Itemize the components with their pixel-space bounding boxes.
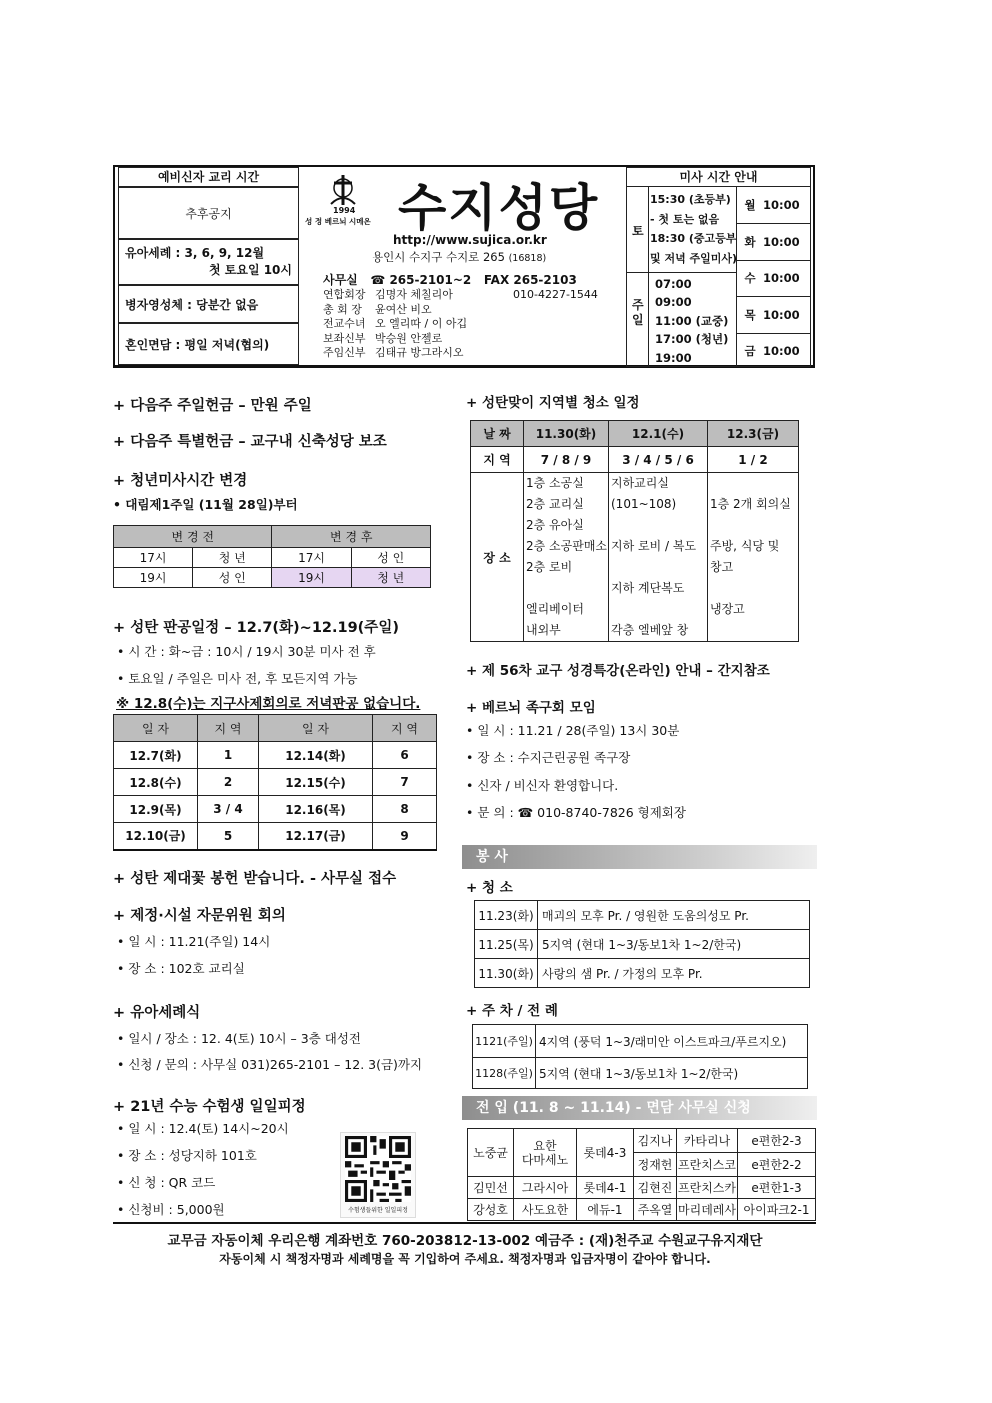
logo-caption: 성 정 베르뇌 시메온	[305, 217, 371, 226]
parish-logo	[328, 174, 358, 206]
change-before-header: 변 경 전	[114, 526, 272, 548]
sun-times: 07:00 09:00 11:00 (교중) 17:00 (청년) 19:00	[655, 277, 729, 365]
parish-name: 수지성당	[398, 179, 600, 237]
logo-year: 1994	[333, 206, 356, 215]
baptism-bullet-date: • 일시 / 장소 : 12. 4(토) 10시 – 3층 대성전	[117, 1031, 361, 1046]
staff-row: 보좌신부 박승원 안젤로	[323, 331, 443, 345]
table-row: 12.10(금) 5 12.17(금) 9	[114, 823, 437, 850]
table-row: 11.23(화) 매괴의 모후 Pr. / 영원한 도움의성모 Pr.	[475, 901, 810, 930]
cleaning-places-col1: 1층 소공실 2층 교리실 2층 유아실 2층 소공판매소 2층 로비 엘리베이터 내외부	[524, 473, 609, 642]
address-text: 용인시 수지구 수지로 265	[372, 250, 505, 264]
special-offering-notice: + 다음주 특별헌금 – 교구내 신축성당 보조	[113, 434, 387, 450]
youth-mass-bullet: • 대림제1주일 (11월 28일)부터	[113, 497, 298, 512]
bible-lecture-notice: + 제 56차 교구 성경특강(온라인) 안내 – 간지참조	[466, 663, 770, 679]
catechumen-note: 추후공지	[118, 187, 299, 239]
flowers-notice: + 성탄 제대꽃 봉헌 받습니다. - 사무실 접수	[113, 871, 397, 887]
staff-list	[323, 288, 598, 361]
offering-notice: + 다음주 주일헌금 – 만원 주일	[113, 398, 312, 414]
postcode: (16818)	[508, 253, 547, 264]
table-row: 12.9(목) 3 / 4 12.16(목) 8	[114, 796, 437, 823]
fax: FAX 265-2103	[483, 273, 577, 287]
retreat-bullet-place: • 장 소 : 성당지하 101호	[117, 1148, 257, 1163]
confession-bullet-time: • 시 간 : 화~금 : 10시 / 19시 30분 미사 전 후	[117, 644, 376, 659]
table-row: 강성호 사도요한 에듀-1 주옥열 마리데레사 아이파크2-1	[468, 1199, 816, 1221]
cross-icon	[328, 174, 358, 206]
sat-label: 토	[632, 224, 644, 238]
table-row: 11.30(화) 사랑의 샘 Pr. / 가정의 모후 Pr.	[475, 959, 810, 988]
retreat-bullet-date: • 일 시 : 12.4(토) 14시~20시	[117, 1121, 289, 1136]
mass-title: 미사 시간 안내	[626, 167, 811, 187]
retreat-bullet-fee: • 신청비 : 5,000원	[117, 1202, 225, 1217]
weekday-row: 수 10:00	[737, 261, 811, 297]
confession-title: + 성탄 판공일정 – 12.7(화)~12.19(주일)	[113, 620, 399, 636]
qr-code-icon	[345, 1136, 411, 1202]
weekday-masses	[737, 187, 811, 369]
table-row: 12.7(화) 1 12.14(화) 6	[114, 742, 437, 769]
table-row: 정재헌 프란치스코 e편한2-2	[468, 1153, 816, 1177]
footer-rule	[113, 1222, 816, 1224]
baptism-bullet-apply: • 신청 / 문의 : 사무실 031)265-2101 – 12. 3(금)까지	[117, 1057, 423, 1072]
infant-baptism-line2: 첫 토요일 10시	[208, 263, 292, 277]
parking-table	[472, 1024, 808, 1089]
staff-row: 총 회 장 윤여산 비오	[323, 302, 432, 316]
cleaning-schedule-title: + 성탄맞이 지역별 청소 일정	[466, 395, 640, 411]
table-row: 1121(주일) 4지역 (풍덕 1~3/래미안 이스트파크/푸르지오)	[473, 1025, 808, 1058]
parking-title: + 주 차 / 전 례	[466, 1003, 558, 1019]
table-row: 1128(주일) 5지역 (현대 1~3/동보1차 1~2/한국)	[473, 1058, 808, 1089]
sick-communion: 병자영성체 : 당분간 없음	[118, 285, 299, 323]
weekday-row: 금 10:00	[744, 344, 800, 358]
youth-mass-title: + 청년미사시간 변경	[113, 473, 248, 489]
table-row: 노중균 요한 다마세노 롯데4-3 김지나 카타리나 e편한2-3	[468, 1129, 816, 1153]
football-bullet-contact: • 문 의 : ☎ 010-8740-7826 형제회장	[466, 805, 686, 820]
staff-row: 연합회장 김명자 체칠리아 010-4227-1544	[323, 288, 598, 301]
cleaning-schedule-table: 날 짜 11.30(화) 12.1(수) 12.3(금) 지 역 7 / 8 / 9 3 / 4 / 5 / 6 1 / 2 장 소 1층 소공실 2층 교리실 2층 유아실 2층 소공판매소 2층 로비 엘리베이터 내외부 지하교리실 (101~108) 지하 로비 / 복도 지하 계단복도 각층 엘베앞 창 1층 2개 회의실 주방, 식당 및 창고 냉장고	[470, 420, 799, 642]
committee-title: + 제정·시설 자문위원 회의	[113, 908, 286, 924]
football-bullet-welcome: • 신자 / 비신자 환영합니다.	[466, 778, 619, 793]
marriage-interview: 혼인면담 : 평일 저녁(협의)	[118, 323, 299, 365]
weekday-row: 화 10:00	[737, 224, 811, 261]
table-row: 12.8(수) 2 12.15(수) 7	[114, 769, 437, 796]
staff-row: 전교수녀 오 엘리따 / 이 아깁	[323, 317, 468, 331]
address	[372, 249, 546, 265]
confession-bullet-weekend: • 토요일 / 주일은 미사 전, 후 모든지역 가능	[117, 671, 358, 686]
office-label: 사무실	[323, 273, 358, 287]
newcomer-table	[467, 1128, 816, 1221]
football-bullet-date: • 일 시 : 11.21 / 28(주일) 13시 30분	[466, 723, 680, 738]
cleaning-duty-title: + 청 소	[466, 880, 513, 896]
office-phone: ☎ 265-2101~2	[370, 273, 472, 287]
website[interactable]: http://www.sujica.or.kr	[393, 233, 547, 247]
newcomer-banner: 전 입 (11. 8 ~ 11.14) - 면담 사무실 신청	[462, 1096, 817, 1120]
staff-row: 주임신부 김태규 방그라시오	[323, 346, 464, 360]
service-banner: 봉 사	[462, 845, 817, 869]
cleaning-places-col3: 1층 2개 회의실 주방, 식당 및 창고 냉장고	[708, 473, 799, 642]
weekday-row: 월 10:00	[737, 187, 811, 224]
committee-bullet-place: • 장 소 : 102호 교리실	[117, 961, 245, 976]
confession-note: ※ 12.8(수)는 지구사제회의로 저녁판공 없습니다.	[116, 696, 421, 712]
infant-baptism-line1: 유아세례 : 3, 6, 9, 12월	[125, 246, 265, 260]
cleaning-duty-table	[474, 900, 810, 988]
qr-caption: 수험생들위한 일일피정	[348, 1207, 408, 1214]
baptism-title: + 유아세례식	[113, 1005, 201, 1021]
qr-code[interactable]	[340, 1132, 416, 1218]
cleaning-places-col2: 지하교리실 (101~108) 지하 로비 / 복도 지하 계단복도 각층 엘베앞 창	[609, 473, 708, 642]
office-contact	[323, 271, 577, 288]
change-after-header: 변 경 후	[272, 526, 431, 548]
football-bullet-place: • 장 소 : 수지근린공원 족구장	[466, 750, 631, 765]
mass-change-table: 변 경 전 변 경 후 17시 청 년 17시 성 인 19시 성 인 19시 청 년	[113, 525, 431, 588]
confession-schedule-table: 일 자 지 역 일 자 지 역 12.7(화) 1 12.14(화) 6 12.8(수) 2 12.15(수) 7 12.9(목) 3 / 4 12.16(목) 8 12.10(금) 5 12.17(금) 9	[113, 714, 437, 851]
table-row: 김민선 그라시아 롯데4-1 김현진 프란치스카 e편한1-3	[468, 1177, 816, 1199]
infant-baptism-info	[118, 239, 299, 285]
retreat-title: + 21년 수능 수험생 일일피정	[113, 1099, 306, 1115]
sun-label: 주일	[632, 298, 644, 327]
football-club-title: + 베르뇌 족구회 모임	[466, 700, 596, 716]
catechumen-title: 예비신자 교리 시간	[118, 167, 299, 187]
footer-bank-info: 교무금 자동이체 우리은행 계좌번호 760-203812-13-002 예금주 : (재)천주교 수원교구유지재단	[167, 1233, 763, 1249]
retreat-bullet-apply: • 신 청 : QR 코드	[117, 1175, 216, 1190]
weekday-row: 목 10:00	[737, 297, 811, 334]
committee-bullet-date: • 일 시 : 11.21(주일) 14시	[117, 934, 271, 949]
footer-note: 자동이체 시 책정자명과 세례명을 꼭 기입하여 주세요. 책정자명과 입금자명이 같아야 합니다.	[219, 1252, 711, 1266]
sat-times: 15:30 (초등부) - 첫 토는 없음 18:30 (중고등부 및 저녁 주일미사)	[650, 193, 738, 265]
table-row: 11.25(목) 5지역 (현대 1~3/동보1차 1~2/한국)	[475, 930, 810, 959]
